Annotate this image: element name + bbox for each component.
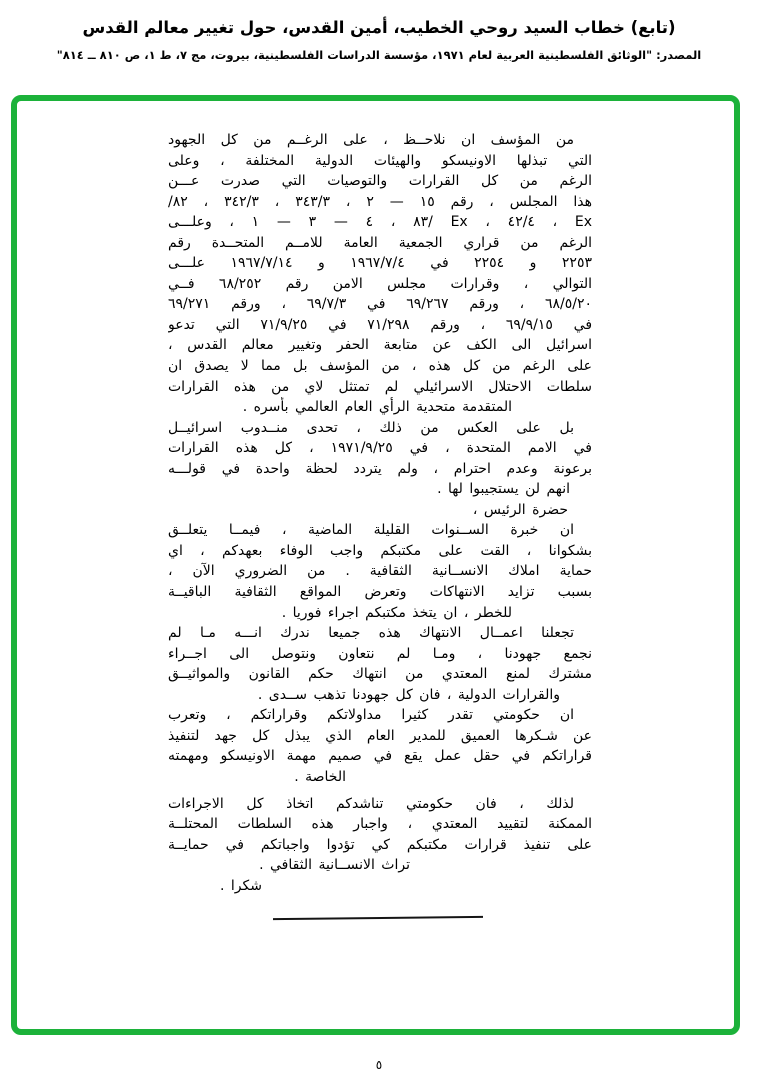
document-title: (تابع) خطاب السيد روحي الخطيب، أمين القدس، حول تغيير معالم القدس (82, 18, 676, 37)
text-line: والقرارات الدولية ، فان كل جهودنا تذهب ســدى . (257, 686, 560, 703)
text-line: عن شـكرها العميق للمدير العام الذي يبذل كل جهد لتنفيذ (168, 727, 592, 744)
text-line: شكرا . (220, 877, 262, 894)
text-line: ٦٨/٥/٢٠ ، ورقم ٦٩/٢٦٧ في ٦٩/٧/٣ ، ورقم ٦٩/٢٧١ (168, 296, 592, 313)
text-line: الممكنة لتقييد المعتدي ، واجبار هذه السلطات المحتلــة (168, 816, 592, 833)
text-line: ان حكومتي تقدر كثيرا مداولاتكم وقراراتكم ، وتعرب (168, 707, 574, 724)
text-line: هذا المجلس ، رقم ١٥ — ٢ ، ٣٤٣/٣ ، ٣٤٢/٣ ، ٨٢/ (168, 193, 592, 210)
text-line: من المؤسف ان نلاحــظ ، على الرغــم من كل الجهود (168, 132, 574, 148)
speech-text-block (168, 130, 592, 896)
text-line: في الامم المتحدة ، في ١٩٧١/٩/٢٥ ، كل هذه القرارات (168, 440, 592, 457)
text-line: الرغم من قراري الجمعية العامة للامــم المتحــدة رقم (168, 234, 592, 251)
text-line: ٢٢٥٣ و ٢٢٥٤ في ١٩٦٧/٧/٤ و ١٩٦٧/٧/١٤ علـــى (168, 255, 592, 272)
text-line: تجعلنا اعمــال الانتهاك هذه جميعا ندرك انـــه مـا لم (168, 625, 574, 642)
text-line: على تنفيذ قرارات مكتبكم كي تؤدوا واجباتكم في حمايــة (168, 836, 592, 853)
text-line: ان خبرة الســنوات القليلة الماضية ، فيمــا يتعلــق (168, 522, 574, 539)
text-line: التي تبذلها الاونيسكو والهيئات الدولية المختلفة ، وعلى (168, 152, 592, 169)
text-line: بشكوانا ، القت على مكتبكم واجب الوفاء بعهدكم ، اي (168, 542, 592, 559)
text-line: الخاصة . (294, 768, 346, 785)
text-line: المتقدمة متحدية الرأي العام العالمي بأسره . (242, 399, 512, 416)
text-line: اسرائيل الى الكف عن متابعة الحفر وتغيير معالم القدس ، (168, 337, 592, 354)
text-line: نجمع جهودنا ، ومـا لم نتعاون ونتوصل الى اجــراء (168, 645, 592, 662)
text-line: تراث الانســانية الثقافي . (259, 857, 410, 874)
text-line: الرغم من كل القرارات والتوصيات التي صدرت عـــن (168, 173, 592, 190)
text-line: سلطات الاحتلال الاسرائيلي لم تمتثل لاي من هذه القرارات (168, 378, 592, 395)
page-number: ٥ (375, 1058, 383, 1072)
text-line: Ex ، ٤٢/٤ ، Ex /٨٣ ، ٤ — ٣ — ١ ، وعلـــى (168, 214, 592, 231)
text-line: برعونة وعدم احترام ، ولم يتردد لحظة واحدة في قولـــه (168, 460, 592, 477)
text-line: بسبب تزايد الانتهاكات وتعرض المواقع الثقافية الباقيــة (168, 584, 592, 601)
text-line: التوالي ، وقرارات مجلس الامن رقم ٦٨/٢٥٢ فــي (168, 275, 592, 292)
text-line: بل على العكس من ذلك ، تحدى منــدوب اسرائيــل (168, 419, 574, 436)
text-line: حضرة الرئيس ، (472, 501, 568, 518)
text-line: مشترك لمنع المعتدي من انتهاك حكم القانون والمواثيــق (168, 666, 592, 683)
text-line: لذلك ، فان حكومتي تناشدكم اتخاذ كل الاجراءات (168, 795, 574, 812)
text-line: على الرغم من كل هذه ، من المؤسف بل مما لا يصدق ان (168, 358, 592, 375)
text-line: حماية املاك الانســانية الثقافية . من الضروري الآن ، (168, 563, 592, 580)
text-line: انهم لن يستجيبوا لها . (437, 481, 570, 498)
document-source-line: المصدر: "الوثائق الفلسطينية العربية لعام ١٩٧١، مؤسسة الدراسات الفلسطينية، بيروت، مج ٧، ط ١، ص ٨١٠ ــ ٨١٤" (56, 48, 702, 62)
text-line: قراراتكم في حقل عمل يقع في صميم مهمة الاونيسكو ومهمته (168, 748, 592, 765)
text-line: للخطر ، ان يتخذ مكتبكم اجراء فوريا . (281, 604, 512, 621)
text-line: في ٦٩/٩/١٥ ، ورقم ٧١/٢٩٨ في ٧١/٩/٢٥ التي تدعو (168, 316, 592, 333)
